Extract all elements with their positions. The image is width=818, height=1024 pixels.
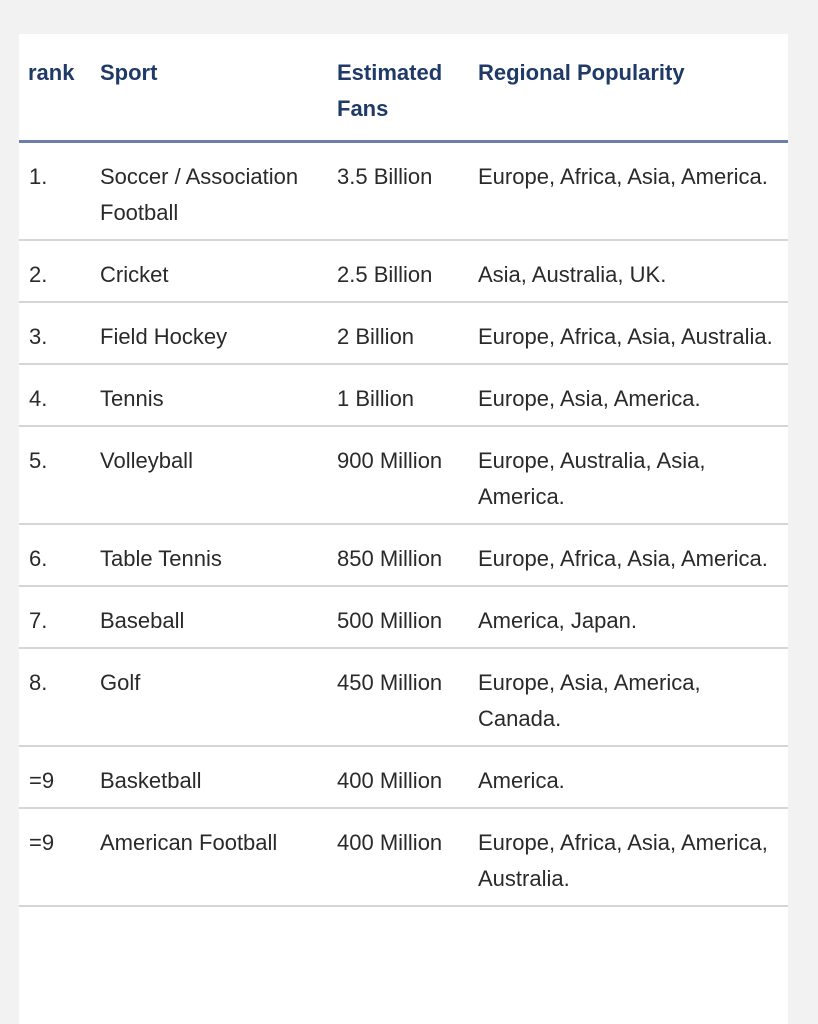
header-fans-line1: Estimated	[337, 60, 443, 85]
header-rank: rank	[19, 34, 100, 142]
region-cell: America.	[478, 746, 788, 808]
table-row	[19, 746, 788, 808]
header-regional-popularity: Regional Popularity	[478, 34, 788, 142]
fans-cell: 400 Million	[337, 808, 478, 906]
sport-cell: Field Hockey	[100, 302, 337, 364]
fans-cell: 400 Million	[337, 746, 478, 808]
fans-cell: 2 Billion	[337, 302, 478, 364]
table-row	[19, 302, 788, 364]
sports-popularity-table	[19, 34, 788, 907]
fans-cell: 900 Million	[337, 426, 478, 524]
header-sport: Sport	[100, 34, 337, 142]
sport-cell: Soccer / Association Football	[100, 142, 337, 241]
header-estimated-fans	[337, 34, 478, 142]
fans-cell: 850 Million	[337, 524, 478, 586]
sport-cell: Table Tennis	[100, 524, 337, 586]
rank-cell: 7.	[19, 586, 100, 648]
rank-cell: 4.	[19, 364, 100, 426]
region-cell: Europe, Africa, Asia, Australia.	[478, 302, 788, 364]
region-cell: Europe, Asia, America.	[478, 364, 788, 426]
header-fans-line2: Fans	[337, 96, 389, 121]
fans-cell: 450 Million	[337, 648, 478, 746]
sport-cell: Tennis	[100, 364, 337, 426]
table-row	[19, 142, 788, 241]
region-cell: Europe, Asia, America, Canada.	[478, 648, 788, 746]
rank-cell: 2.	[19, 240, 100, 302]
region-cell: Europe, Africa, Asia, America.	[478, 142, 788, 241]
table-header-row	[19, 34, 788, 142]
region-cell: Asia, Australia, UK.	[478, 240, 788, 302]
rank-cell: 6.	[19, 524, 100, 586]
document-page	[19, 34, 788, 1024]
region-cell: Europe, Australia, Asia, America.	[478, 426, 788, 524]
fans-cell: 3.5 Billion	[337, 142, 478, 241]
sport-cell: Baseball	[100, 586, 337, 648]
table-row	[19, 808, 788, 906]
rank-cell: =9	[19, 746, 100, 808]
table-row	[19, 648, 788, 746]
rank-cell: =9	[19, 808, 100, 906]
region-cell: America, Japan.	[478, 586, 788, 648]
rank-cell: 3.	[19, 302, 100, 364]
sport-cell: Cricket	[100, 240, 337, 302]
sport-cell: American Football	[100, 808, 337, 906]
rank-cell: 5.	[19, 426, 100, 524]
table-row	[19, 364, 788, 426]
table-row	[19, 586, 788, 648]
region-cell: Europe, Africa, Asia, America.	[478, 524, 788, 586]
sport-cell: Golf	[100, 648, 337, 746]
fans-cell: 500 Million	[337, 586, 478, 648]
table-row	[19, 524, 788, 586]
table-row	[19, 240, 788, 302]
region-cell: Europe, Africa, Asia, America, Australia.	[478, 808, 788, 906]
rank-cell: 8.	[19, 648, 100, 746]
rank-cell: 1.	[19, 142, 100, 241]
sport-cell: Volleyball	[100, 426, 337, 524]
fans-cell: 1 Billion	[337, 364, 478, 426]
fans-cell: 2.5 Billion	[337, 240, 478, 302]
table-row	[19, 426, 788, 524]
sport-cell: Basketball	[100, 746, 337, 808]
